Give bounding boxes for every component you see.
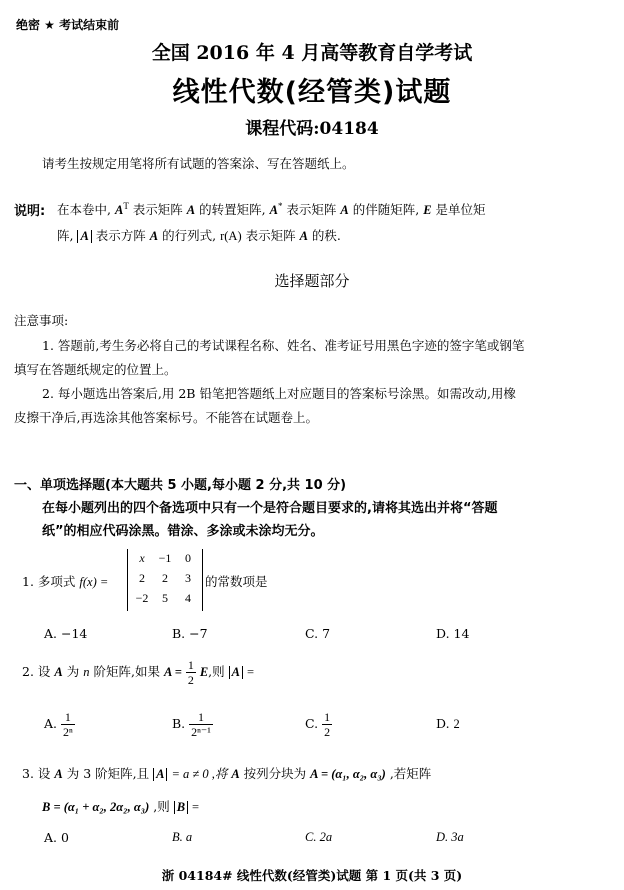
fraction-numerator: 1	[187, 658, 194, 672]
symbol-A: A	[299, 229, 308, 243]
attention-item-2-cont: 皮擦干净后,再选涂其他答案标号。不能答在试题卷上。	[14, 410, 318, 425]
symbol-A: A	[54, 665, 63, 679]
question-stem: 为	[66, 664, 80, 679]
determinant-B: B	[174, 801, 188, 814]
notes-text: 表示矩阵	[132, 202, 183, 217]
q3-option-b: B. a	[172, 830, 193, 844]
question-2	[22, 658, 254, 687]
fraction-numerator: 1	[189, 710, 213, 725]
question-stem: 阶矩阵,如果	[93, 664, 160, 679]
q3-option-a: A. 0	[44, 830, 69, 845]
column-partition: A = (α₁, α₂, α₃)	[310, 767, 386, 781]
fraction-numerator: 1	[324, 710, 331, 724]
question-stem: ,则	[208, 664, 225, 679]
fraction-denominator: 2ⁿ⁻¹	[191, 725, 211, 739]
det-cell: 3	[185, 571, 191, 585]
det-cell: 0	[185, 551, 191, 565]
question-stem: ,若矩阵	[389, 766, 432, 781]
q3-option-c: C. 2a	[305, 830, 333, 844]
attention-item-1: 1. 答题前,考生务必将自己的考试课程名称、姓名、准考证号用黑色字迹的签字笔或钢笔	[42, 338, 525, 353]
option-value: 2	[453, 717, 460, 731]
symbol-A: A	[114, 203, 124, 217]
fraction-numerator: 1	[61, 710, 75, 725]
section-title: 一、单项选择题(本大题共 5 小题,每小题 2 分,共 10 分)	[14, 478, 347, 493]
symbol-A: A	[149, 229, 159, 243]
notes-text: 表示方阵	[95, 228, 146, 243]
page-footer: 浙 04184# 线性代数(经管类)试题 第 1 页(共 3 页)	[161, 868, 463, 883]
q1-option-a: A. −14	[44, 626, 88, 641]
rank-notation: r(A)	[220, 229, 242, 243]
notes-label: 说明:	[14, 204, 46, 219]
course-code: 课程代码:04184	[245, 119, 379, 139]
option-fraction	[61, 710, 75, 739]
question-stem: 按列分块为	[243, 766, 307, 781]
det-cell: x	[139, 551, 145, 565]
notes-text: 的行列式,	[162, 228, 217, 243]
equals-sign: =	[192, 800, 200, 814]
det-cell: −1	[158, 551, 172, 565]
q3-option-d: D. 3a	[436, 830, 464, 844]
notes-text: 的秩.	[311, 228, 341, 243]
question-number: 1.	[22, 574, 34, 589]
question-1	[22, 572, 108, 590]
option-label: B.	[172, 716, 186, 731]
fraction-denominator: 2ⁿ	[63, 725, 73, 739]
notes-text: 表示矩阵	[286, 202, 337, 217]
function-notation: f(x) =	[79, 575, 109, 589]
symbol-n: n	[83, 665, 90, 679]
question-stem: ,则	[153, 799, 170, 814]
question-number: 2.	[22, 664, 34, 679]
symbol-E: E	[199, 665, 209, 679]
question-stem: 多项式	[37, 574, 76, 589]
fraction-denominator: 2	[324, 725, 331, 739]
notes-text: 的伴随矩阵,	[352, 202, 420, 217]
notes-text: 在本卷中,	[57, 202, 111, 217]
determinant-A: A	[77, 230, 91, 243]
notes-text: 阵,	[57, 228, 74, 243]
option-label: A.	[44, 716, 58, 731]
confidential-label: 绝密 ★ 考试结束前	[16, 18, 120, 32]
symbol-E: E	[423, 203, 432, 217]
attention-item-1-cont: 填写在答题纸规定的位置上。	[14, 362, 177, 377]
question-stem: 设	[37, 766, 51, 781]
q2-option-a	[44, 710, 75, 739]
part-title: 选择题部分	[274, 272, 350, 290]
q2-option-d	[436, 716, 460, 732]
symbol-A: A	[54, 767, 63, 781]
notes-text: 的转置矩阵,	[199, 202, 266, 217]
option-fraction	[322, 710, 332, 739]
fraction-one-half	[186, 658, 196, 687]
fraction-denominator: 2	[187, 673, 194, 687]
det-cell: 4	[185, 591, 191, 605]
notes-line-1	[57, 200, 486, 218]
q2-option-b	[172, 710, 213, 739]
det-cell: 5	[162, 591, 168, 605]
attention-item-2: 2. 每小题选出答案后,用 2B 铅笔把答题纸上对应题目的答案标号涂黑。如需改动,用橡	[42, 386, 516, 401]
det-cell: 2	[139, 571, 145, 585]
question-stem: 设	[37, 664, 51, 679]
notes-text: 是单位矩	[435, 202, 486, 217]
equation-lhs: A =	[163, 665, 182, 679]
det-cell: −2	[135, 591, 149, 605]
question-number: 3.	[22, 766, 34, 781]
section-description-cont: 纸”的相应代码涂黑。错涂、多涂或未涂均无分。	[42, 524, 324, 539]
question-3-line-2	[42, 797, 199, 815]
q1-option-c: C. 7	[305, 626, 331, 641]
symbol-A: A	[340, 203, 349, 217]
option-label: C.	[305, 716, 319, 731]
q1-option-b: B. −7	[172, 626, 208, 641]
question-3	[22, 764, 431, 782]
answer-instruction: 请考生按规定用笔将所有试题的答案涂、写在答题纸上。	[42, 156, 355, 171]
superscript-star: *	[277, 200, 283, 211]
option-label: D.	[436, 716, 450, 731]
det-cell: 2	[162, 571, 168, 585]
q1-option-d: D. 14	[436, 626, 470, 641]
subject-title: 线性代数(经管类)试题	[172, 77, 452, 108]
equals-sign: =	[246, 665, 255, 679]
q2-option-c	[305, 710, 332, 739]
option-fraction	[189, 710, 213, 739]
question-stem: 为 3 阶矩阵,且	[66, 766, 150, 781]
symbol-A: A	[231, 767, 240, 781]
symbol-A: A	[186, 203, 196, 217]
symbol-A: A	[269, 203, 278, 217]
determinant-A: A	[229, 666, 243, 679]
exam-title: 全国 2016 年 4 月高等教育自学考试	[151, 42, 473, 64]
determinant-matrix	[127, 549, 203, 611]
superscript-T: T	[123, 200, 129, 211]
notes-line-2	[57, 226, 341, 244]
determinant-A: A	[153, 768, 167, 781]
matrix-B-definition: B = (α₁ + α₂, 2α₂, α₃)	[42, 800, 150, 814]
question-stem: 的常数项是	[205, 574, 268, 589]
section-description: 在每小题列出的四个备选项中只有一个是符合题目要求的,请将其选出并将“答题	[42, 501, 498, 516]
attention-title: 注意事项:	[14, 313, 69, 328]
notes-text: 表示矩阵	[245, 228, 296, 243]
question-stem: = a ≠ 0 ,将	[171, 767, 228, 781]
